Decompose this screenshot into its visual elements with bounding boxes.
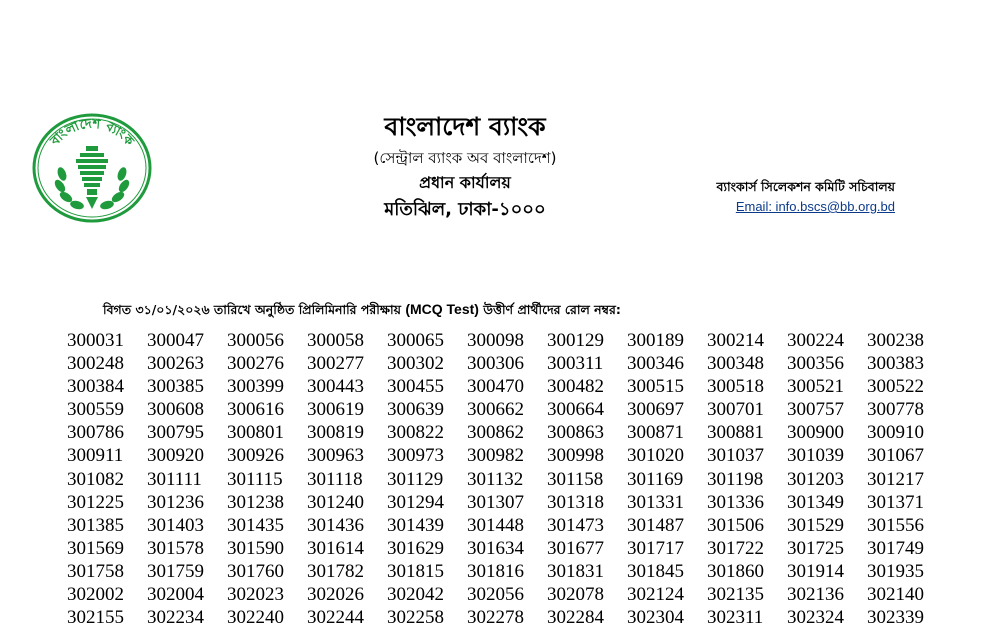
head-office: প্রধান কার্যালয় (419, 173, 511, 192)
roll-number: 301758 (67, 560, 124, 582)
roll-number: 301816 (467, 560, 524, 582)
roll-number: 300911 (67, 445, 124, 467)
roll-number: 300920 (147, 445, 204, 467)
roll-number: 301403 (147, 514, 204, 536)
roll-number: 300697 (627, 399, 684, 421)
roll-number: 300384 (67, 376, 124, 398)
roll-number: 300973 (387, 445, 444, 467)
roll-number: 301634 (467, 537, 524, 559)
roll-number: 301914 (787, 560, 844, 582)
roll-number: 301349 (787, 491, 844, 513)
roll-number: 300455 (387, 376, 444, 398)
roll-number: 300276 (227, 353, 284, 375)
roll-number: 301158 (547, 468, 604, 490)
roll-number: 300822 (387, 422, 444, 444)
roll-number: 300058 (307, 330, 364, 351)
roll-number: 302244 (307, 607, 364, 629)
roll-number: 300098 (467, 330, 524, 351)
roll-number: 301169 (627, 468, 684, 490)
roll-number: 301198 (707, 468, 764, 490)
roll-number: 300518 (707, 376, 764, 398)
roll-number: 301448 (467, 514, 524, 536)
roll-number: 301238 (227, 491, 284, 513)
roll-number: 300862 (467, 422, 524, 444)
roll-number: 301717 (627, 537, 684, 559)
roll-number: 301307 (467, 491, 524, 513)
roll-number: 300926 (227, 445, 284, 467)
roll-number: 300238 (867, 330, 924, 351)
roll-number: 302078 (547, 584, 604, 606)
roll-number: 300263 (147, 353, 204, 375)
secretariat-block (716, 177, 895, 217)
roll-number: 300801 (227, 422, 284, 444)
roll-number: 300998 (547, 445, 604, 467)
roll-number: 302311 (707, 607, 764, 629)
roll-number: 300757 (787, 399, 844, 421)
roll-number: 301082 (67, 468, 124, 490)
roll-number: 301759 (147, 560, 204, 582)
roll-number: 300819 (307, 422, 364, 444)
roll-number: 301487 (627, 514, 684, 536)
mcq-label: (MCQ Test) (405, 301, 479, 317)
intro-text-before: বিগত ৩১/০১/২০২৬ তারিখে অনুষ্ঠিত প্রিলিমিনারি পরীক্ষায় (103, 302, 406, 317)
roll-number: 300248 (67, 353, 124, 375)
roll-number: 302284 (547, 607, 604, 629)
roll-number: 301725 (787, 537, 844, 559)
roll-number: 300795 (147, 422, 204, 444)
roll-number: 301436 (307, 514, 364, 536)
roll-number: 302026 (307, 584, 364, 606)
roll-number: 302240 (227, 607, 284, 629)
roll-number: 300031 (67, 330, 124, 351)
roll-number: 301115 (227, 468, 283, 490)
roll-number: 302339 (867, 607, 924, 629)
roll-number: 301020 (627, 445, 684, 467)
roll-number: 301118 (307, 468, 363, 490)
roll-number: 301129 (387, 468, 444, 490)
roll-number: 300863 (547, 422, 604, 444)
roll-number: 300664 (547, 399, 604, 421)
roll-number: 302124 (627, 584, 684, 606)
roll-number: 301132 (467, 468, 524, 490)
roll-number: 300616 (227, 399, 284, 421)
roll-number: 300311 (547, 353, 604, 375)
intro-text-after: উত্তীর্ণ প্রার্থীদের রোল নম্বর: (478, 302, 621, 317)
logo-text: বাংলাদেশ ব্যাংক (47, 116, 137, 150)
email-link[interactable]: Email: info.bscs@bb.org.bd (735, 199, 895, 214)
roll-number: 301760 (227, 560, 284, 582)
roll-number: 300778 (867, 399, 924, 421)
roll-number: 301860 (707, 560, 764, 582)
roll-number: 300522 (867, 376, 924, 398)
roll-number: 300662 (467, 399, 524, 421)
roll-number: 300385 (147, 376, 204, 398)
roll-number: 301240 (307, 491, 364, 513)
roll-number: 300982 (467, 445, 524, 467)
roll-number: 301845 (627, 560, 684, 582)
roll-number: 300910 (867, 422, 924, 444)
bangladesh-bank-logo (30, 112, 154, 224)
bank-seal-icon (30, 112, 154, 224)
roll-number: 300639 (387, 399, 444, 421)
roll-number: 301782 (307, 560, 364, 582)
roll-number: 300515 (627, 376, 684, 398)
roll-number: 300277 (307, 353, 364, 375)
roll-number: 301722 (707, 537, 764, 559)
roll-number: 302135 (707, 584, 764, 606)
roll-number: 300356 (787, 353, 844, 375)
roll-number: 300619 (307, 399, 364, 421)
roll-number: 302023 (227, 584, 284, 606)
roll-number: 300470 (467, 376, 524, 398)
roll-number: 300129 (547, 330, 604, 351)
roll-number: 301749 (867, 537, 924, 559)
roll-number: 302140 (867, 584, 924, 606)
roll-number: 301371 (867, 491, 924, 513)
roll-number: 300608 (147, 399, 204, 421)
roll-number: 301067 (867, 445, 924, 467)
roll-number: 300559 (67, 399, 124, 421)
roll-number: 301677 (547, 537, 604, 559)
roll-number: 302324 (787, 607, 844, 629)
roll-number: 301629 (387, 537, 444, 559)
roll-number: 300482 (547, 376, 604, 398)
roll-number: 301815 (387, 560, 444, 582)
roll-number: 300214 (707, 330, 764, 351)
roll-number: 300443 (307, 376, 364, 398)
roll-number: 300963 (307, 445, 364, 467)
roll-number: 300786 (67, 422, 124, 444)
roll-number: 300306 (467, 353, 524, 375)
roll-number: 301439 (387, 514, 444, 536)
roll-number: 301294 (387, 491, 444, 513)
intro-line (103, 300, 621, 319)
roll-number: 301556 (867, 514, 924, 536)
roll-number: 300900 (787, 422, 844, 444)
roll-number: 300056 (227, 330, 284, 351)
roll-number: 302304 (627, 607, 684, 629)
roll-number: 301529 (787, 514, 844, 536)
roll-number: 302155 (67, 607, 124, 629)
roll-number: 301037 (707, 445, 764, 467)
roll-number: 300701 (707, 399, 764, 421)
roll-number: 302002 (67, 584, 124, 606)
roll-number: 301578 (147, 537, 204, 559)
roll-number: 302042 (387, 584, 444, 606)
roll-number: 300224 (787, 330, 844, 351)
address: মতিঝিল, ঢাকা-১০০০ (384, 199, 546, 220)
roll-number: 300881 (707, 422, 764, 444)
roll-number: 301831 (547, 560, 604, 582)
roll-number-grid (67, 329, 947, 629)
roll-number: 301318 (547, 491, 604, 513)
roll-number: 301435 (227, 514, 284, 536)
bank-subtitle: (সেন্ট্রাল ব্যাংক অব বাংলাদেশ) (373, 149, 557, 167)
roll-number: 300348 (707, 353, 764, 375)
roll-number: 300346 (627, 353, 684, 375)
roll-number: 301506 (707, 514, 764, 536)
roll-number: 301331 (627, 491, 684, 513)
roll-number: 302234 (147, 607, 204, 629)
roll-number: 301473 (547, 514, 604, 536)
roll-number: 302004 (147, 584, 204, 606)
roll-number: 302136 (787, 584, 844, 606)
svg-text:বাংলাদেশ ব্যাংক (47, 117, 137, 150)
roll-number: 301385 (67, 514, 124, 536)
roll-number: 301336 (707, 491, 764, 513)
roll-number: 301225 (67, 491, 124, 513)
roll-number: 301236 (147, 491, 204, 513)
document-header (300, 110, 630, 224)
committee-name: ব্যাংকার্স সিলেকশন কমিটি সচিবালয় (716, 179, 895, 194)
roll-number: 301935 (867, 560, 924, 582)
roll-number: 301614 (307, 537, 364, 559)
roll-number: 302278 (467, 607, 524, 629)
roll-number: 301569 (67, 537, 124, 559)
roll-number: 302258 (387, 607, 444, 629)
roll-number: 302056 (467, 584, 524, 606)
roll-number: 300521 (787, 376, 844, 398)
roll-number: 300189 (627, 330, 684, 351)
roll-number: 301203 (787, 468, 844, 490)
roll-number: 301039 (787, 445, 844, 467)
roll-number: 300383 (867, 353, 924, 375)
roll-number: 300302 (387, 353, 444, 375)
roll-number: 300047 (147, 330, 204, 351)
roll-number: 301590 (227, 537, 284, 559)
bank-name: বাংলাদেশ ব্যাংক (384, 112, 546, 141)
roll-number: 300065 (387, 330, 444, 351)
roll-number: 300399 (227, 376, 284, 398)
roll-number: 300871 (627, 422, 684, 444)
roll-number: 301111 (147, 468, 202, 490)
roll-number: 301217 (867, 468, 924, 490)
